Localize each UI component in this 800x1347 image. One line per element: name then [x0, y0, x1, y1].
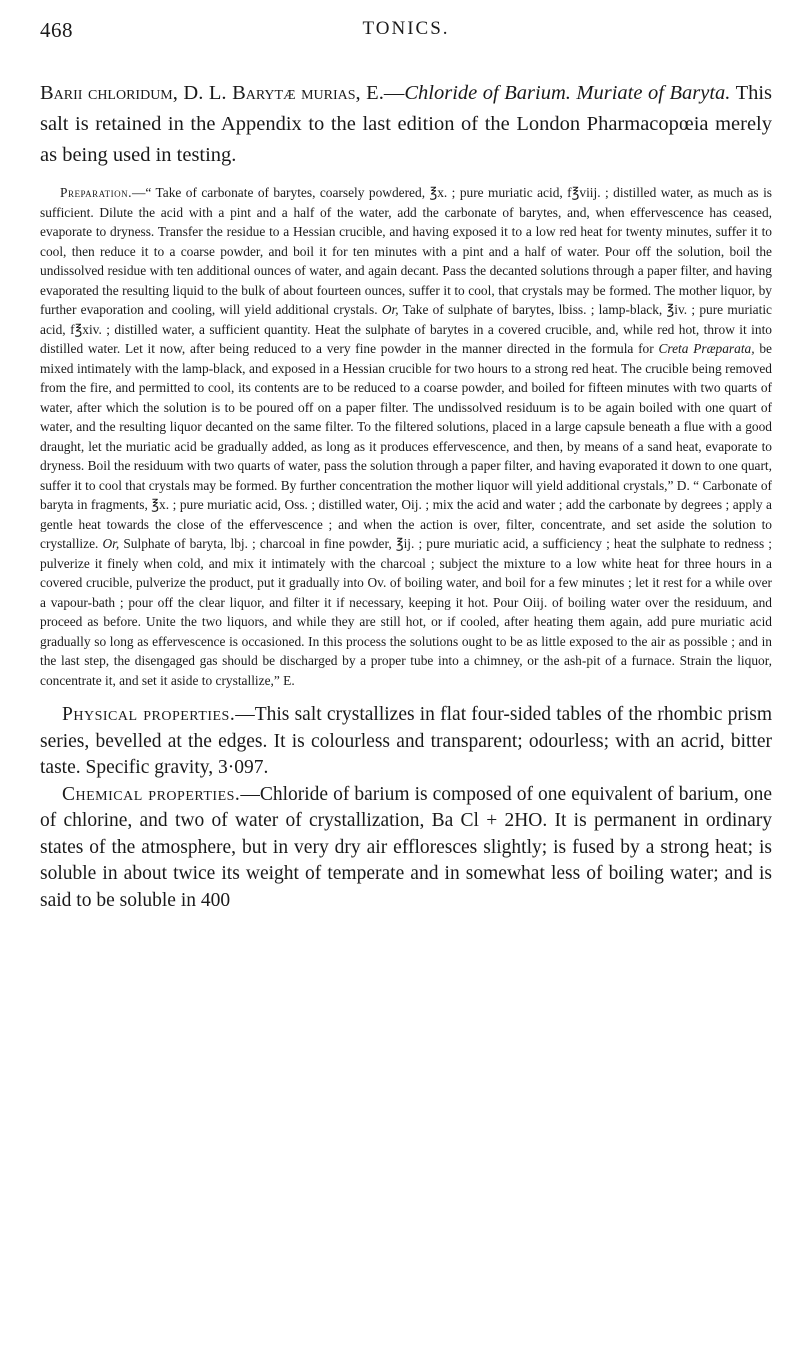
book-page	[40, 0, 772, 1347]
preparation-label: Preparation.	[60, 185, 132, 200]
preparation-or-2: Or,	[102, 536, 120, 551]
english-name-chloride: Chloride of Barium.	[404, 82, 571, 104]
chemical-properties-text: —Chloride of barium is composed of one equivalent of barium, one of chlorine, and two of water of crystallization, Ba Cl + 2HO. It is permanent in ordinary states of the atmosphere, but in very dry air effloresces slightly; is fused by a strong heat; is soluble in about twice its weight of temperate and in somewhat less of boiling water; and is said to be soluble in 400	[40, 783, 772, 911]
chemical-properties-label: Chemical properties.	[62, 783, 241, 805]
entry-intro: This salt is retained in the Appendix to the last edition of the London Pharmacopœia merely as being used in testing.	[40, 82, 773, 166]
preparation-text-3: be mixed intimately with the lamp-black, and exposed in a Hessian crucible for two hours to a strong red heat. The crucible being removed from the fire, and permitted to cool, its contents are to be reduced to a coarse powder, and boiled for fifteen minutes with two quarts of water, after which the solution is to be poured off on a paper filter. The undissolved residuum is to be again boiled with one quart of water, and the resulting liquor decanted on the same filter. To the filtered solutions, placed in a large capsule beneath a flue with a good draught, let the muriatic acid be gradually added, as long as it produces effervescence, and then, by means of a sand heat, evaporate to dryness. Boil the residuum with two quarts of water, pass the solution through a paper filter, and having evaporated it down to one quart, suffer it to cool that crystals may be formed. By further concentration the mother liquor will yield additional crystals,” D. “ Carbonate of baryta in fragments, ℥x. ; pure muriatic acid, Oss. ; distilled water, Oij. ; mix the acid and water ; add the carbonate by degrees ; apply a gentle heat towards the close of the effervescence ; and when the action is over, filter, concentrate, and set aside the solution to crystallize.	[40, 341, 772, 551]
preparation-text-1: —“ Take of carbonate of barytes, coarsely powdered, ℥x. ; pure muriatic acid, f℥viij. ; distilled water, as much as is sufficient. Dilute the acid with a pint and a half of the water, add the carbonate of barytes, and, when effervescence has ceased, evaporate to dryness. Transfer the residue to a Hessian crucible, and having exposed it to a low red heat for twenty minutes, suffer it to cool, then reduce it to a coarse powder, and boil it for ten minutes with a pint and a half of water. Pour off the solution, boil the undissolved residue with ten additional ounces of water, and again decant. Pass the decanted solutions through a paper filter, and having evaporated the resulting liquid to the bulk of about fourteen ounces, suffer it to cool, that crystals may be formed. The mother liquor, by further evaporation and cooling, will yield additional crystals.	[40, 185, 772, 317]
preparation-or-1: Or,	[381, 302, 399, 317]
synonym: Barytæ murias, E.	[232, 82, 384, 104]
preparation-text-4: Sulphate of baryta, lbj. ; charcoal in fine powder, ℥ij. ; pure muriatic acid, a sufficiency ; heat the sulphate to redness ; pulverize it finely when cold, and mix it intimately with the charcoal ; subject the mixture to a low white heat for three hours in a covered crucible, pulverize the product, put it gradually into Ov. of boiling water, and boil for a few minutes ; let it rest for a while over a vapour-bath ; pour off the clear liquor, and filter it if necessary, keeping it hot. Pour Oiij. of boiling water over the residuum, and proceed as before. Unite the two liquors, and while they are still hot, or if cooled, after heating them again, add pure muriatic acid gradually so long as effervescence is occasioned. In this process the solutions ought to be as little exposed to the air as possible ; and in the last step, the disengaged gas should be discharged by a proper tube into a chimney, or the ash-pit of a furnace. Strain the liquor, concentrate it, and set it aside to crystallize,” E.	[40, 536, 772, 688]
preparation-paragraph	[40, 183, 772, 690]
chemical-properties-paragraph	[40, 782, 772, 915]
physical-properties-paragraph	[40, 702, 772, 782]
latin-name: Barii chloridum, D. L.	[40, 82, 227, 104]
physical-properties-label: Physical properties.	[62, 704, 236, 725]
running-head	[40, 18, 772, 60]
entry-heading-paragraph	[40, 78, 772, 171]
physical-properties-text: —This salt crystallizes in flat four-sided tables of the rhombic prism series, bevelled at the edges. It is colourless and transparent; odourless; with an acrid, bitter taste. Specific gravity, 3·097.	[40, 704, 772, 778]
preparation-text-2: Take of sulphate of barytes, lbiss. ; lamp-black, ℥iv. ; pure muriatic acid, f℥xiv. ; distilled water, a sufficient quantity. Heat the sulphate of barytes in a covered crucible, and, while red hot, throw it into distilled water. Let it now, after being reduced to a very fine powder in the manner directed in the formula for	[40, 302, 772, 356]
heading-dash: —	[383, 82, 405, 104]
running-title: TONICS.	[362, 18, 450, 39]
page-number: 468	[40, 18, 73, 42]
creta-praeparata: Creta Præparata,	[658, 341, 755, 356]
english-name-muriate: Muriate of Baryta.	[576, 82, 731, 104]
